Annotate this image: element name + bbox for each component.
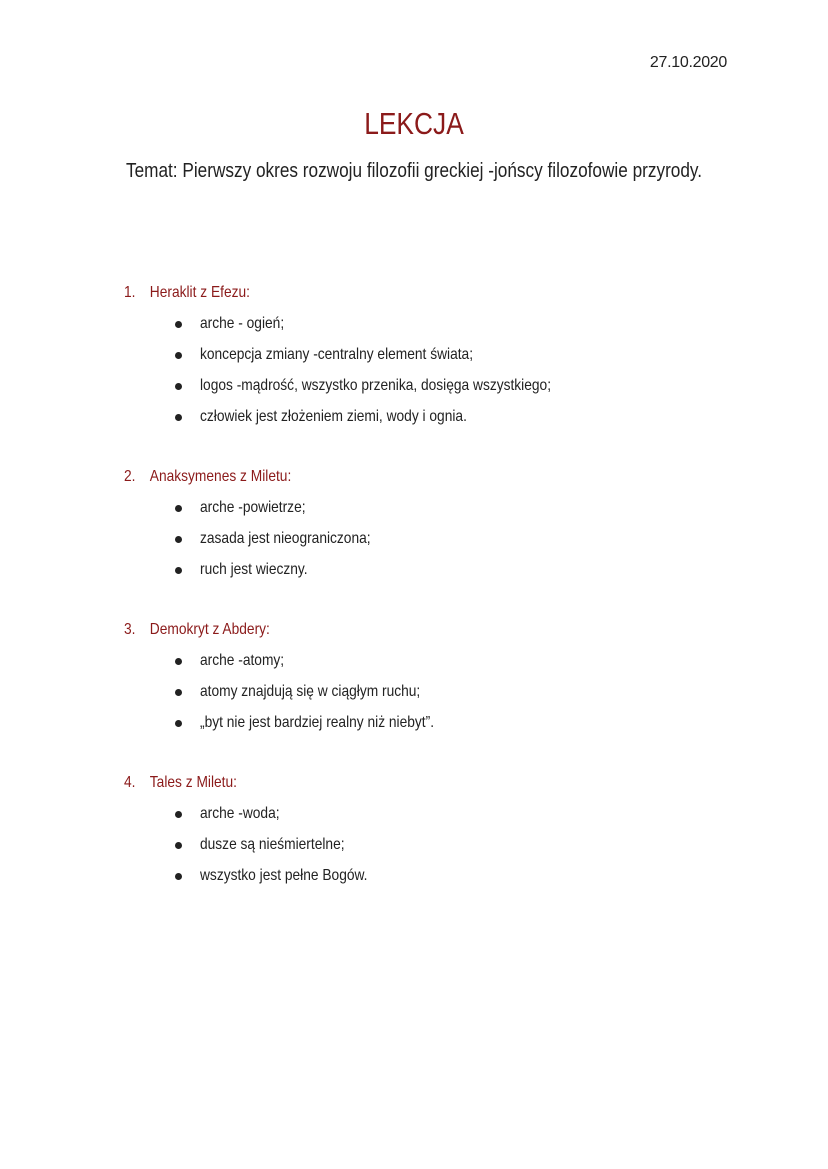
bullet-icon bbox=[175, 842, 182, 849]
list-item: atomy znajdują się w ciągłym ruchu; bbox=[124, 681, 724, 712]
section-heading bbox=[124, 466, 640, 497]
bullet-list bbox=[124, 313, 724, 437]
section-tales bbox=[124, 772, 724, 896]
bullet-icon bbox=[175, 658, 182, 665]
bullet-icon bbox=[175, 720, 182, 727]
bullet-icon bbox=[175, 536, 182, 543]
list-item: arche - ogień; bbox=[124, 313, 724, 344]
list-item: logos -mądrość, wszystko przenika, dosięga wszystkiego; bbox=[124, 375, 724, 406]
bullet-list bbox=[124, 803, 724, 896]
section-anaksymenes bbox=[124, 466, 724, 590]
document-date: 27.10.2020 bbox=[649, 54, 727, 71]
bullet-icon bbox=[175, 505, 182, 512]
list-item: wszystko jest pełne Bogów. bbox=[124, 865, 724, 896]
list-item: dusze są nieśmiertelne; bbox=[124, 834, 724, 865]
lesson-subject: Temat: Pierwszy okres rozwoju filozofii greckiej -jońscy filozofowie przyrody. bbox=[125, 160, 703, 182]
section-number: 4. bbox=[124, 774, 136, 791]
philosophers-list bbox=[124, 282, 724, 925]
list-item: arche -powietrze; bbox=[124, 497, 724, 528]
section-number: 1. bbox=[124, 284, 136, 301]
section-number: 3. bbox=[124, 621, 136, 638]
list-item: „byt nie jest bardziej realny niż niebyt”. bbox=[124, 712, 724, 743]
section-heading bbox=[124, 619, 640, 650]
section-demokryt bbox=[124, 619, 724, 743]
list-item: koncepcja zmiany -centralny element świata; bbox=[124, 344, 724, 375]
page-title: LEKCJA bbox=[364, 106, 464, 141]
section-heading-text: Tales z Miletu: bbox=[149, 774, 237, 791]
bullet-icon bbox=[175, 414, 182, 421]
bullet-icon bbox=[175, 321, 182, 328]
bullet-icon bbox=[175, 352, 182, 359]
list-item: ruch jest wieczny. bbox=[124, 559, 724, 590]
section-heading-text: Anaksymenes z Miletu: bbox=[149, 468, 292, 485]
section-number: 2. bbox=[124, 468, 136, 485]
bullet-icon bbox=[175, 567, 182, 574]
bullet-icon bbox=[175, 873, 182, 880]
bullet-list bbox=[124, 497, 724, 590]
list-item: arche -woda; bbox=[124, 803, 724, 834]
section-heading bbox=[124, 282, 640, 313]
list-item: zasada jest nieograniczona; bbox=[124, 528, 724, 559]
list-item: człowiek jest złożeniem ziemi, wody i ognia. bbox=[124, 406, 724, 437]
section-heading bbox=[124, 772, 640, 803]
section-heading-text: Demokryt z Abdery: bbox=[149, 621, 270, 638]
bullet-icon bbox=[175, 811, 182, 818]
list-item: arche -atomy; bbox=[124, 650, 724, 681]
bullet-list bbox=[124, 650, 724, 743]
section-heraklit bbox=[124, 282, 724, 437]
section-heading-text: Heraklit z Efezu: bbox=[149, 284, 250, 301]
bullet-icon bbox=[175, 383, 182, 390]
bullet-icon bbox=[175, 689, 182, 696]
